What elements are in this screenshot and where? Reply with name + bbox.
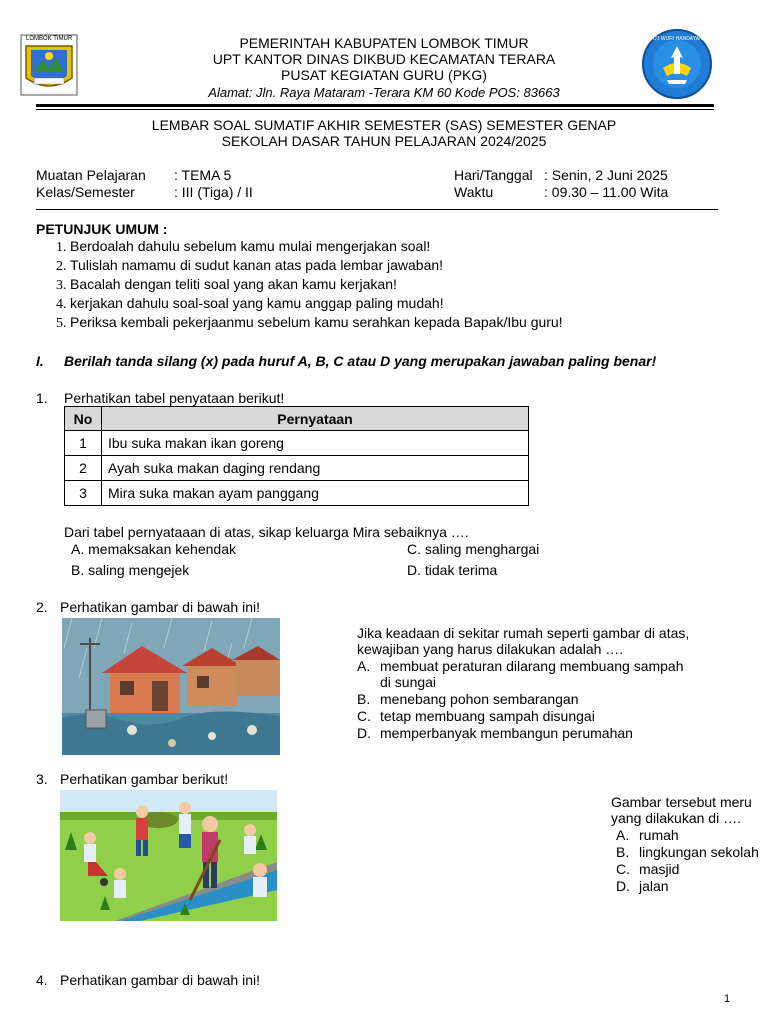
header-divider-thick (36, 104, 714, 107)
q2-option-a-letter[interactable]: A. (357, 658, 371, 674)
instruction-item: 3. Bacalah dengan teliti soal yang akan kamu kerjakan! (70, 275, 563, 294)
instructions-list (36, 237, 563, 332)
time-value: : 09.30 – 11.00 Wita (544, 184, 669, 200)
table-cell-statement: Ayah suka makan daging rendang (102, 456, 529, 481)
statement-table (64, 406, 529, 506)
table-header-row (65, 407, 529, 431)
q3-option-b-letter[interactable]: B. (616, 844, 630, 860)
instruction-item: 4. kerjakan dahulu soal-soal yang kamu anggap paling mudah! (70, 294, 563, 313)
meta-divider (36, 209, 718, 210)
q3-option-a-letter[interactable]: A. (616, 827, 630, 843)
q2-option-c-letter[interactable]: C. (357, 708, 371, 724)
q1-prompt: Perhatikan tabel penyataan berikut! (64, 390, 285, 406)
table-cell-no: 2 (65, 456, 102, 481)
table-row (65, 431, 529, 456)
table-header-statement: Pernyataan (102, 407, 529, 431)
q1-option-d[interactable]: D. tidak terima (407, 562, 498, 578)
table-row (65, 456, 529, 481)
date-label: Hari/Tanggal (454, 167, 533, 183)
instruction-item: 2. Tulislah namamu di sudut kanan atas pada lembar jawaban! (70, 256, 563, 275)
q3-option-b-text[interactable]: lingkungan sekolah (639, 844, 759, 860)
q3-prompt: Perhatikan gambar berikut! (60, 771, 229, 787)
q2-question-line-2: kewajiban yang harus dilakukan adalah …. (357, 641, 624, 657)
q2-option-d-text[interactable]: memperbanyak membangun perumahan (380, 725, 633, 741)
q2-option-b-text[interactable]: menebang pohon sembarangan (380, 691, 579, 707)
q3-option-d-text[interactable]: jalan (639, 878, 669, 894)
q2-option-c-text[interactable]: tetap membuang sampah disungai (380, 708, 595, 724)
q2-option-b-letter[interactable]: B. (357, 691, 371, 707)
header-line-1: PEMERINTAH KABUPATEN LOMBOK TIMUR (239, 35, 529, 51)
q2-prompt: Perhatikan gambar di bawah ini! (60, 599, 261, 615)
q1-option-b[interactable]: B. saling mengejek (71, 562, 190, 578)
header-line-3: PUSAT KEGIATAN GURU (PKG) (281, 67, 487, 83)
date-value: : Senin, 2 Juni 2025 (544, 167, 668, 183)
header-address: Alamat: Jln. Raya Mataram -Terara KM 60 Kode POS: 83663 (208, 85, 560, 100)
q2-option-a-text[interactable]: membuat peraturan dilarang membuang sampah (380, 658, 684, 674)
table-header-no: No (65, 407, 102, 431)
instructions-heading: PETUNJUK UMUM : (36, 221, 168, 237)
table-cell-no: 1 (65, 431, 102, 456)
subject-label: Muatan Pelajaran (36, 167, 146, 183)
logo-left-caption: LOMBOK TIMUR (26, 36, 73, 42)
q4-number: 4. (36, 972, 48, 988)
q3-option-c-letter[interactable]: C. (616, 861, 630, 877)
header-divider-thin (36, 109, 714, 110)
q1-number: 1. (36, 390, 48, 406)
instruction-item: 1. Berdoalah dahulu sebelum kamu mulai mengerjakan soal! (70, 237, 563, 256)
q2-option-a-text-cont[interactable]: di sungai (380, 674, 437, 690)
q3-option-d-letter[interactable]: D. (616, 878, 630, 894)
flood-house-illustration (62, 618, 280, 755)
subject-value: : TEMA 5 (174, 167, 232, 183)
exam-title-1: LEMBAR SOAL SUMATIF AKHIR SEMESTER (SAS) SEMESTER GENAP (151, 117, 617, 133)
q2-option-d-letter[interactable]: D. (357, 725, 371, 741)
table-cell-no: 3 (65, 481, 102, 506)
instruction-item: 5. Periksa kembali pekerjaanmu sebelum kamu serahkan kepada Bapak/Ibu guru! (70, 313, 563, 332)
q3-option-a-text[interactable]: rumah (639, 827, 679, 843)
q2-question-line-1: Jika keadaan di sekitar rumah seperti gambar di atas, (357, 625, 690, 641)
table-cell-statement: Ibu suka makan ikan goreng (102, 431, 529, 456)
time-label: Waktu (454, 184, 494, 200)
q3-question-line-1: Gambar tersebut meru (611, 794, 752, 810)
table-cell-statement: Mira suka makan ayam panggang (102, 481, 529, 506)
q1-option-a[interactable]: A. memaksakan kehendak (71, 541, 236, 557)
q3-question-line-2: yang dilakukan di …. (611, 810, 741, 826)
q1-option-c[interactable]: C. saling menghargai (407, 541, 540, 557)
page-number: 1 (724, 993, 731, 1005)
header-line-2: UPT KANTOR DINAS DIKBUD KECAMATAN TERARA (212, 51, 556, 67)
q2-number: 2. (36, 599, 48, 615)
section-number: I. (36, 353, 44, 369)
gotong-royong-illustration (60, 790, 277, 921)
table-row (65, 481, 529, 506)
exam-title-2: SEKOLAH DASAR TAHUN PELAJARAN 2024/2025 (221, 133, 547, 149)
q3-number: 3. (36, 771, 48, 787)
logo-right-caption: TUT WURI HANDAYANI (649, 36, 705, 42)
q4-prompt: Perhatikan gambar di bawah ini! (60, 972, 261, 988)
section-instruction: Berilah tanda silang (x) pada huruf A, B, C atau D yang merupakan jawaban paling benar! (64, 353, 657, 369)
class-label: Kelas/Semester (36, 184, 135, 200)
class-value: : III (Tiga) / II (174, 184, 253, 200)
q3-option-c-text[interactable]: masjid (639, 861, 680, 877)
q1-question: Dari tabel pernyataaan di atas, sikap keluarga Mira sebaiknya …. (64, 524, 469, 540)
